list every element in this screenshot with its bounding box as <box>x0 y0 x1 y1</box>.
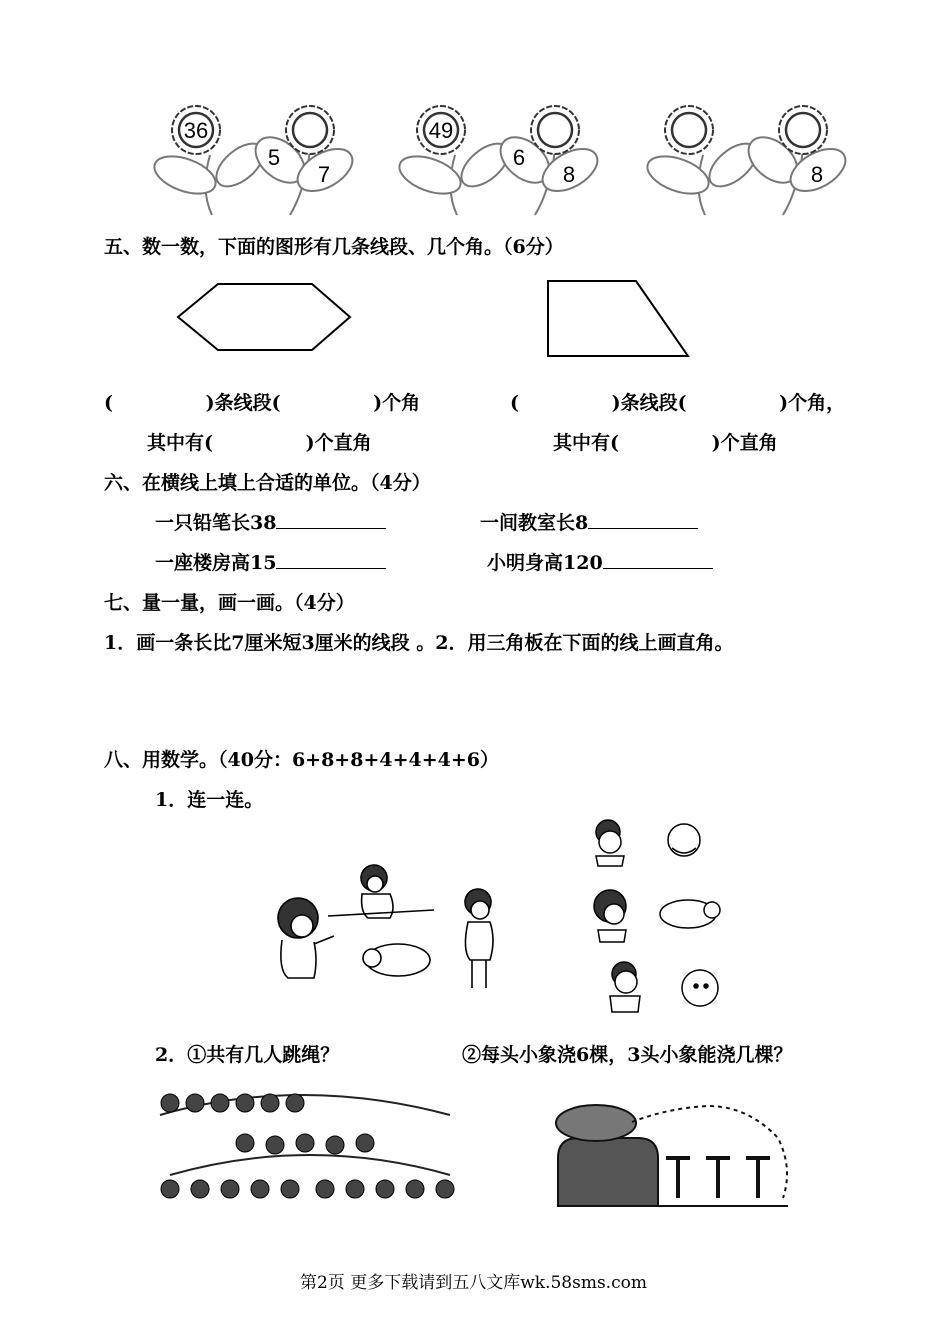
unit-item-text: 一间教室长8 <box>480 512 589 534</box>
unit-item-1 <box>155 508 386 535</box>
unit-item-text: 小明身高120 <box>487 552 603 574</box>
flower-pair-1 <box>149 106 359 215</box>
unit-item-3 <box>155 548 386 575</box>
trapezoid-shape <box>540 278 700 363</box>
flower-pair-3 <box>642 106 852 215</box>
answer-blank[interactable] <box>276 510 386 529</box>
page-footer: 第2页 更多下载请到五八文库wk.58sms.com <box>300 1273 647 1293</box>
elephant-watering-trees-illustration <box>548 1098 798 1218</box>
boy-face-2 <box>610 962 640 1012</box>
guinea-pig-option <box>660 900 720 928</box>
unit-item-text: 一座楼房高15 <box>155 552 277 574</box>
unit-item-2 <box>480 508 698 535</box>
boy-face-1 <box>596 820 624 866</box>
unit-item-4 <box>487 548 713 575</box>
section5-title: 五、数一数，下面的图形有几条线段、几个角。（6分） <box>104 236 564 258</box>
flower-center-number: 49 <box>428 118 454 143</box>
hexagon-answer-line1: ( )条线段( )个角 <box>104 392 421 414</box>
leaf-number-top: 5 <box>267 145 281 170</box>
section7-title: 七、量一量，画一画。（4分） <box>104 592 355 614</box>
jump-rope-children-illustration <box>150 1085 470 1220</box>
piggy-bank-option <box>682 970 718 1006</box>
girl-figure <box>278 898 334 978</box>
matching-scene-illustration <box>268 860 508 995</box>
answer-blank[interactable] <box>603 550 713 569</box>
flower-left <box>149 106 271 215</box>
leaf-number-bottom: 8 <box>810 162 824 187</box>
section8-q2-right: ②每头小象浇6棵，3头小象能浇几棵？ <box>462 1044 793 1066</box>
unit-item-text: 一只铅笔长38 <box>155 512 277 534</box>
flower-left <box>394 106 516 215</box>
flower-center-number: 36 <box>183 118 209 143</box>
trapezoid-answer-line1: ( )条线段( )个角， <box>510 392 846 414</box>
leaf-number-top: 6 <box>512 145 526 170</box>
flower-right <box>247 106 360 215</box>
flower-right <box>740 106 853 215</box>
trapezoid-answer-line2: 其中有( )个直角 <box>553 432 778 454</box>
guinea-pig-figure <box>363 944 430 976</box>
old-man-face <box>668 824 700 856</box>
section6-title: 六、在横线上填上合适的单位。（4分） <box>104 472 431 494</box>
section8-q1: 1．连一连。 <box>155 789 264 811</box>
flower-left <box>642 106 764 215</box>
boy-figure-right <box>465 889 493 988</box>
leaf-number-bottom: 7 <box>317 162 331 187</box>
flower-pairs-figure <box>140 95 860 220</box>
hexagon-shape <box>170 278 360 358</box>
section7-instruction: 1．画一条长比7厘米短3厘米的线段 。2．用三角板在下面的线上画直角。 <box>104 632 734 654</box>
answer-blank[interactable] <box>276 550 386 569</box>
flower-right <box>492 106 605 215</box>
section8-q2-left: 2．①共有几人跳绳？ <box>155 1044 340 1066</box>
hexagon-answer-line2: 其中有( )个直角 <box>147 432 372 454</box>
section8-title: 八、用数学。（40分：6+8+8+4+4+4+6） <box>104 749 500 771</box>
leaf-number-bottom: 8 <box>562 162 576 187</box>
answer-blank[interactable] <box>588 510 698 529</box>
flower-pair-2 <box>394 106 604 215</box>
matching-options-illustration <box>588 818 738 1023</box>
girl-face <box>594 890 626 942</box>
boy-figure-center <box>328 865 434 918</box>
